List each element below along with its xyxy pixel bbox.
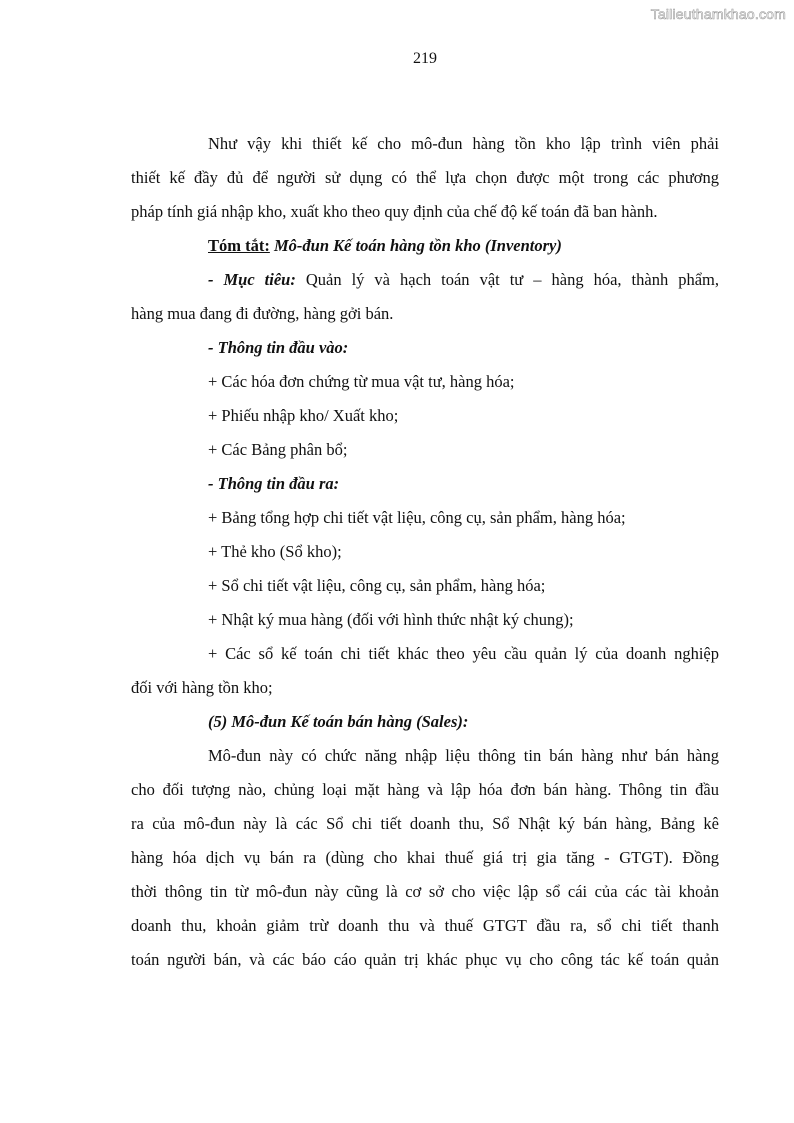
watermark-text: Tailieuthamkhao.com: [650, 6, 786, 22]
output-item-1: + Bảng tổng hợp chi tiết vật liệu, công cụ, sản phẩm, hàng hóa;: [208, 508, 626, 527]
output-item-2: + Thẻ kho (Sổ kho);: [208, 542, 342, 561]
objective-line-1: [131, 263, 719, 297]
output-item-4: + Nhật ký mua hàng (đối với hình thức nhật ký chung);: [208, 610, 574, 629]
section5-line-6: doanh thu, khoản giảm trừ doanh thu và thuế GTGT đầu ra, sổ chi tiết thanh: [131, 916, 719, 935]
page-number: 219: [413, 50, 437, 67]
section5-line-3: ra của mô-đun này là các Sổ chi tiết doanh thu, Sổ Nhật ký bán hàng, Bảng kê: [131, 814, 719, 833]
input-item-1: + Các hóa đơn chứng từ mua vật tư, hàng hóa;: [208, 372, 515, 391]
objective-line-2: hàng mua đang đi đường, hàng gởi bán.: [131, 304, 394, 323]
document-body: [131, 127, 719, 977]
outputs-heading: - Thông tin đầu ra:: [208, 474, 340, 493]
output-item-5-line-1: + Các sổ kế toán chi tiết khác theo yêu cầu quản lý của doanh nghiệp: [208, 644, 719, 663]
input-item-3: + Các Bảng phân bổ;: [208, 440, 348, 459]
intro-line-2: thiết kế đầy đủ để người sử dụng có thể lựa chọn được một trong các phương: [131, 168, 719, 187]
summary-title: Mô-đun Kế toán hàng tồn kho (Inventory): [269, 236, 562, 255]
intro-paragraph: [131, 127, 719, 229]
section5-line-2: cho đối tượng nào, chủng loại mặt hàng và lập hóa đơn bán hàng. Thông tin đầu: [131, 780, 719, 799]
objective-paragraph: [131, 263, 719, 331]
section5-line-1: Mô-đun này có chức năng nhập liệu thông tin bán hàng như bán hàng: [208, 746, 719, 765]
section5-line-7: toán người bán, và các báo cáo quản trị khác phục vụ cho công tác kế toán quản: [131, 950, 719, 969]
output-item-5: [131, 637, 719, 705]
section5-paragraph: [131, 739, 719, 977]
summary-heading: [131, 229, 719, 263]
objective-text: Quản lý và hạch toán vật tư – hàng hóa, thành phẩm,: [295, 270, 719, 289]
section5-heading: (5) Mô-đun Kế toán bán hàng (Sales):: [208, 712, 469, 731]
section5-line-4: hàng hóa dịch vụ bán ra (dùng cho khai thuế giá trị gia tăng - GTGT). Đồng: [131, 848, 719, 867]
intro-line-1: Như vậy khi thiết kế cho mô-đun hàng tồn kho lập trình viên phải: [208, 134, 719, 153]
output-item-5-line-2: đối với hàng tồn kho;: [131, 678, 273, 697]
inputs-heading: - Thông tin đầu vào:: [208, 338, 349, 357]
section5-line-5: thời thông tin từ mô-đun này cũng là cơ sở cho việc lập sổ cái của các tài khoản: [131, 882, 719, 901]
intro-line-3: pháp tính giá nhập kho, xuất kho theo quy định của chế độ kế toán đã ban hành.: [131, 202, 658, 221]
summary-label: Tóm tắt:: [208, 236, 270, 255]
input-item-2: + Phiếu nhập kho/ Xuất kho;: [208, 406, 399, 425]
output-item-3: + Sổ chi tiết vật liệu, công cụ, sản phẩm, hàng hóa;: [208, 576, 546, 595]
objective-label: - Mục tiêu:: [208, 270, 296, 289]
